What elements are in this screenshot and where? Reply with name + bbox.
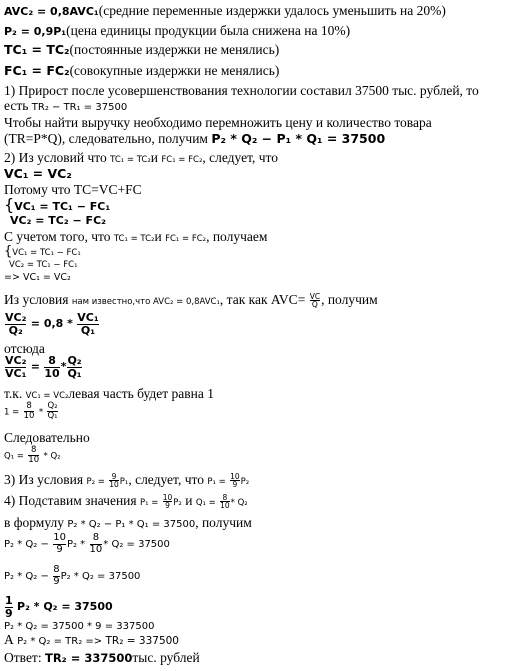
and: и [185,493,193,508]
math: => VC₁ = VC₂ [4,272,71,283]
text: в формулу [4,515,64,530]
text: , получим [321,292,378,307]
denominator: 10 [109,480,119,490]
math: TC₁ = TC₂ [110,155,151,165]
fraction [24,402,35,421]
denominator: 9 [5,606,13,620]
fraction [90,533,103,555]
fraction [5,595,13,619]
step2-avc-line [4,292,378,310]
text: , следует, что [128,472,204,487]
text: 4) Подставим значения [4,493,137,508]
denominator: 10 [23,410,35,421]
numerator: 9 [111,471,117,481]
denominator: 10 [220,501,230,511]
and: и [150,150,158,165]
math: = 0,8 * [30,317,73,331]
math: P₁ = [207,477,226,487]
step4 [4,493,248,511]
fraction [53,533,66,555]
equation-e5 [4,632,179,649]
denominator: 10 [89,543,103,555]
text: , получаем [206,229,268,244]
numerator: 8 [222,492,228,502]
text: (TR=P*Q), следовательно, получим [4,131,208,146]
text: А [4,632,14,647]
text: , так как AVC= [219,292,306,307]
equation-e2 [4,565,140,587]
numerator: VC₂ [5,311,27,324]
text: Из условия [4,292,69,307]
math: Q₁ = [195,498,216,508]
math: AVC₂ = 0,8AVC₁ [4,5,99,18]
equation-e1 [4,533,170,555]
math: * Q₂ [43,451,61,462]
fraction [310,293,320,310]
text: , следует, что [202,150,278,165]
math: TC₁ = TC₂ [113,234,155,244]
math: TR₂ = 337500 [44,651,133,665]
note: (средние переменные издержки удалось уменьшить на 20%) [98,3,446,18]
math: FC₁ = FC₂ [161,155,203,165]
math: VC₂ = TC₂ − FC₂ [10,214,106,227]
step1-line2 [4,98,127,115]
denominator: 10 [28,454,40,465]
text: отсюда [4,341,45,356]
fraction [163,494,173,511]
math: TR₂ = 337500 [105,635,179,647]
fraction [5,312,26,336]
note: (цена единицы продукции была снижена на 10%) [66,23,351,38]
denominator: Q₁ [47,410,58,421]
math: P₂ * [66,539,86,551]
numerator: 8 [26,401,32,411]
therefore-label [4,430,90,445]
text: тыс. рублей [132,650,200,665]
math: 1 = [4,407,20,418]
step1-line4 [4,131,385,146]
text: Ответ: [4,650,42,665]
fraction [53,565,59,587]
math: * Q₂ [230,498,248,508]
numerator: 8 [48,354,56,367]
given-fc [4,63,279,78]
denominator: 10 [44,366,60,380]
math: VC₂ = TC₁ − FC₁ [9,260,78,270]
step2-implies [4,270,71,285]
text: т.к. [4,386,23,401]
denominator: 9 [230,480,240,489]
math: нам известно,что AVC₂ = 0,8AVC₁ [71,297,220,307]
numerator: 8 [92,532,100,543]
denominator: 9 [53,544,66,556]
numerator: 1 [5,594,13,607]
math: P₂ [240,477,250,487]
equation-e3 [4,595,113,619]
numerator: Q₂ [47,401,58,411]
math: P₂ * Q₂ = 37500 * 9 = 337500 [4,621,155,632]
brace: { [4,195,15,214]
math: FC₁ = FC₂ [165,234,207,244]
fraction [67,355,81,379]
text: С учетом того, что [4,229,111,244]
denominator: Q₁ [67,366,82,380]
numerator: VC [309,291,321,301]
math: FC₁ = FC₂ [4,63,70,78]
math: VC₁ = TC₁ − FC₁ [14,200,111,213]
text: есть [4,98,29,113]
text: Потому что TC=VC+FC [4,182,142,197]
math: P₂ * Q₂ = TR₂ => [17,636,103,647]
numerator: 10 [230,471,240,481]
text: 2) Из условий что [4,150,107,165]
math: P₂ * Q₂ = 37500 [17,600,113,614]
denominator: Q [310,300,320,309]
math: P₂ * Q₂ − [4,571,49,583]
equation-avc [4,312,100,336]
answer [4,650,200,666]
given-tc [4,42,279,57]
text: Следовательно [4,430,90,445]
step2-because [4,182,142,197]
math: VC₁ = VC₂ [4,166,72,181]
brace: { [4,244,13,259]
given-price [4,23,350,39]
equation-ratio [4,355,83,379]
numerator: VC₂ [5,354,27,367]
note: (совокупные издержки не менялись) [69,63,280,78]
numerator: 10 [162,492,173,502]
fraction [47,402,57,421]
math: * [38,407,44,418]
math: P₂ * Q₂ − P₁ * Q₁ = 37500 [211,131,386,146]
numerator: 8 [31,445,37,455]
text: , получим [195,515,252,530]
step1-line3 [4,115,432,130]
math: P₂ = 0,9P₁ [4,25,67,38]
fraction [220,494,230,511]
math: P₁ [119,477,129,487]
text: Чтобы найти выручку необходимо перемножить цену и количество товара [4,115,432,130]
fraction [44,355,59,379]
denominator: VC₁ [5,366,27,380]
fraction [230,473,240,490]
note: (постоянные издержки не менялись) [69,42,280,57]
math: Q₁ = [4,451,24,462]
numerator: Q₂ [67,354,82,367]
text: 3) Из условия [4,472,84,487]
math: P₂ * Q₂ = 37500 [60,571,141,583]
denominator: 9 [53,575,60,587]
math: P₂ [173,498,182,508]
numerator: 10 [53,532,66,543]
denominator: Q₁ [77,324,98,337]
numerator: VC₁ [77,311,99,324]
math: P₂ * Q₂ − P₁ * Q₁ = 37500 [67,519,196,530]
step1-line1 [4,83,479,98]
step2-result [4,166,72,181]
denominator: Q₂ [5,324,26,337]
math: * Q₂ = 37500 [103,539,170,551]
math: P₂ = [86,477,105,487]
denominator: 9 [163,501,173,510]
step4-formula [4,515,252,532]
step3 [4,472,249,490]
system-1b [10,212,106,228]
math: VC₁ = VC₂ [25,391,69,401]
math: * [60,360,67,374]
equation-q1 [4,446,61,465]
math: P₂ * Q₂ − [4,539,49,551]
equation-one [4,402,59,421]
text: 1) Прирост после усовершенствования технологии составил 37500 тыс. рублей, то [4,83,479,98]
fraction [109,473,119,490]
math: TC₁ = TC₂ [4,42,70,57]
and: и [154,229,162,244]
given-avc [4,3,446,19]
numerator: 8 [53,564,60,575]
math: P₁ = [140,498,159,508]
fraction [28,446,39,465]
math: = [30,360,40,374]
math: VC₁ = TC₁ − FC₁ [12,248,81,258]
text: левая часть будет равна 1 [68,386,214,401]
math: TR₂ − TR₁ = 37500 [31,102,128,113]
fraction [5,355,26,379]
fraction [77,312,98,336]
